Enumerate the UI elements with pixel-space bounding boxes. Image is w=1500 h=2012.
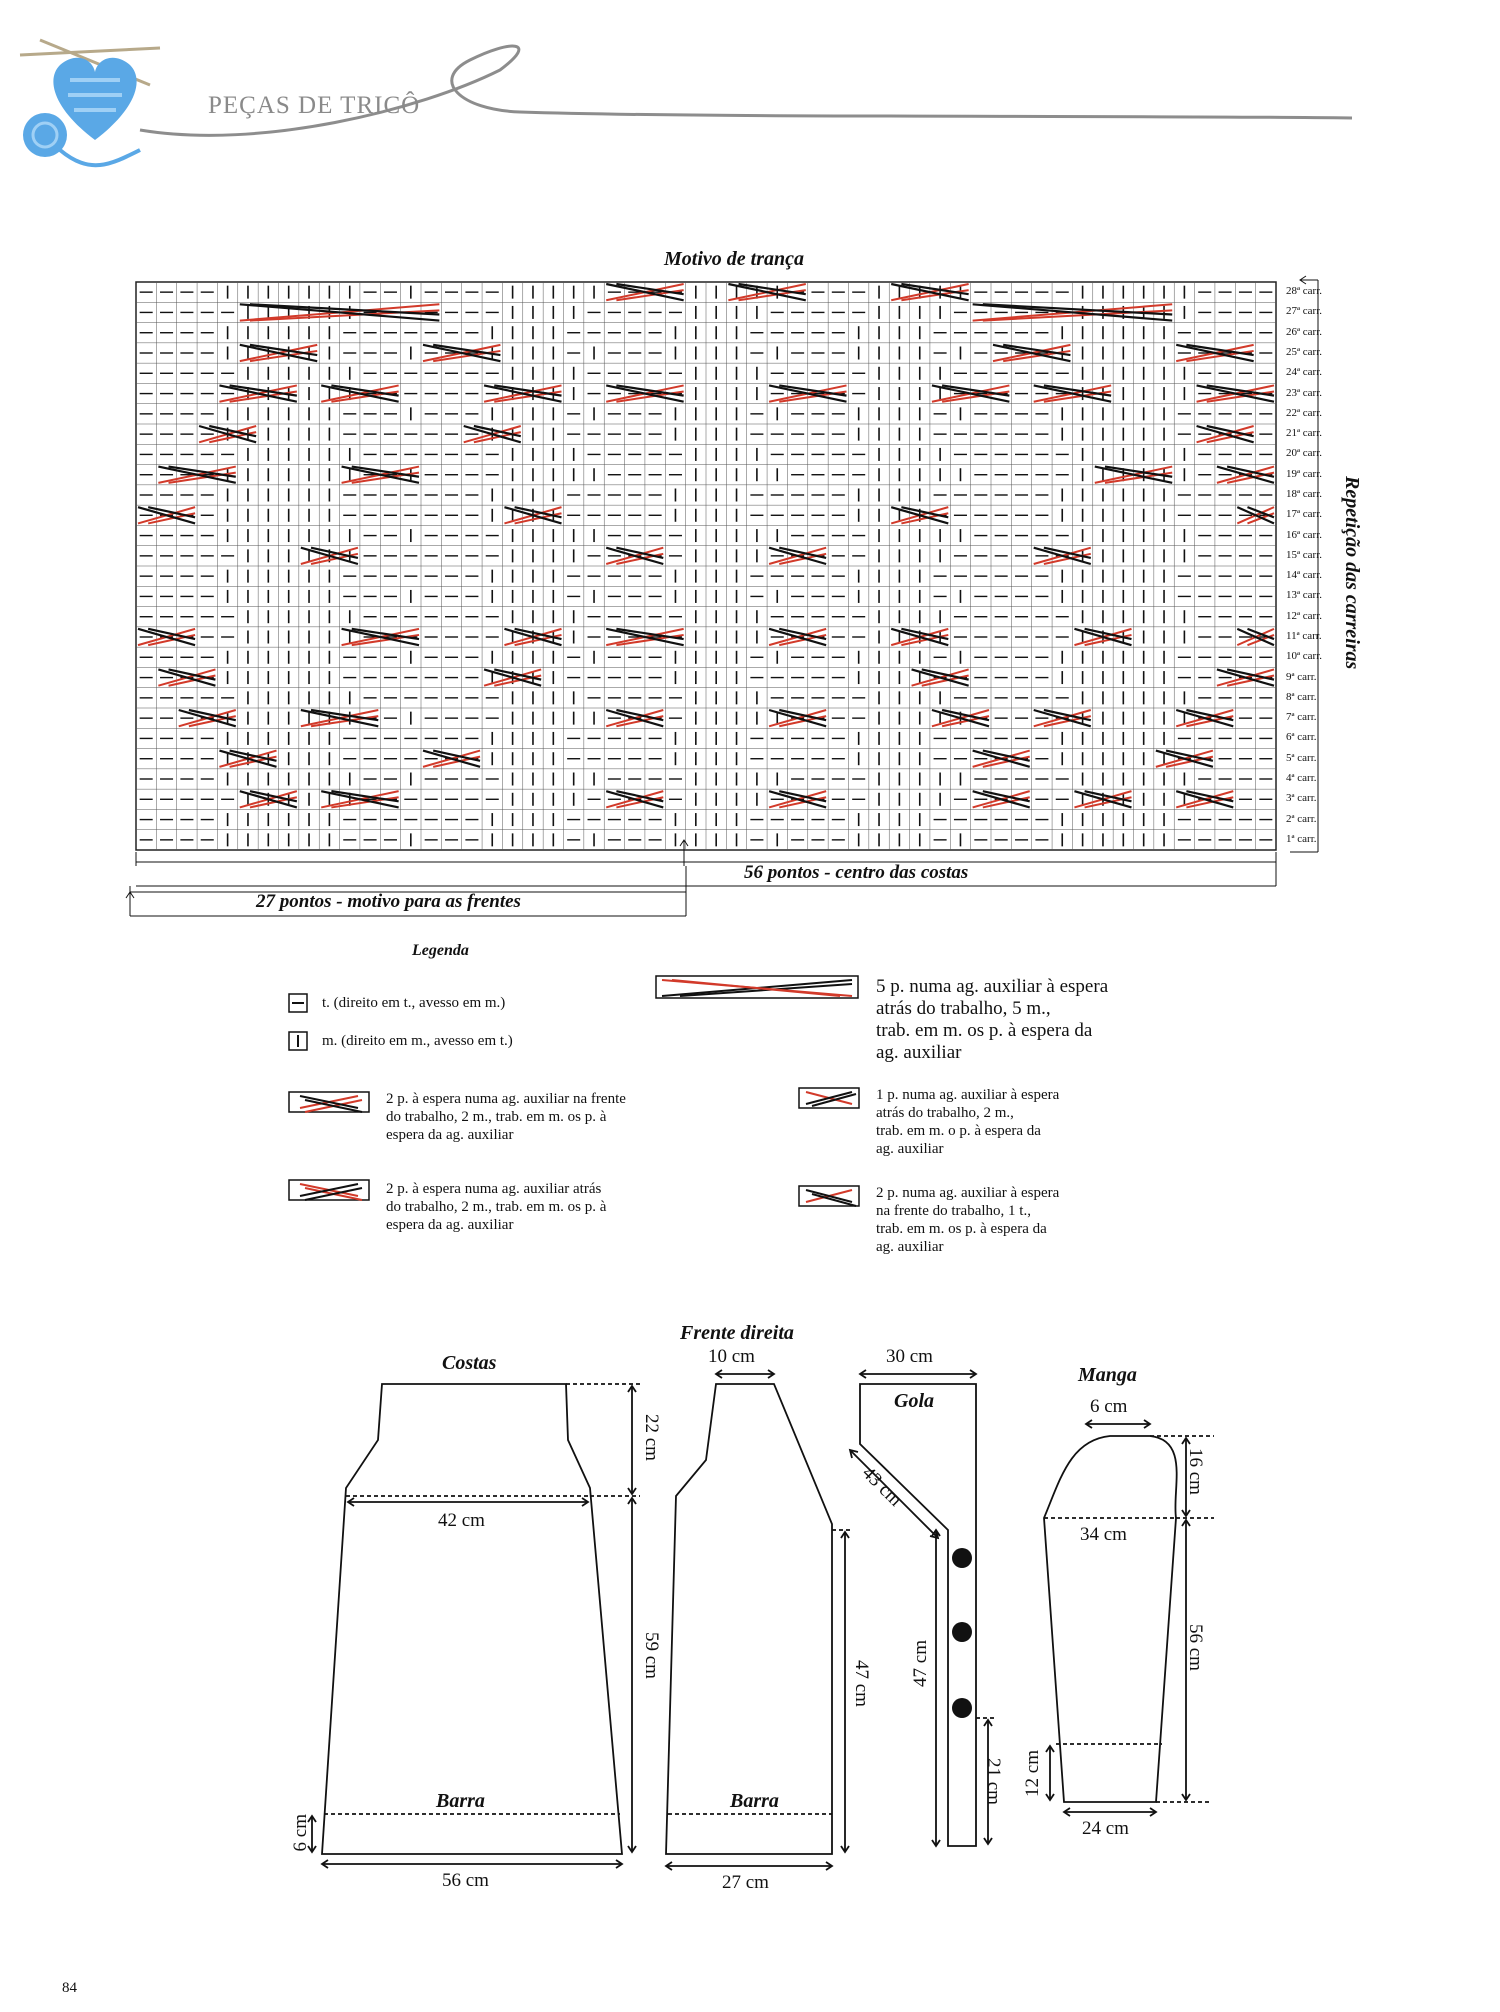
row-label: 8ª carr. xyxy=(1286,690,1317,703)
legend-cable-2-2-front-text: 2 p. à espera numa ag. auxiliar na frente do trabalho, 2 m., trab. em m. os p. à espera da ag. auxiliar xyxy=(386,1091,626,1143)
costas-barra-label: Barra xyxy=(436,1790,485,1812)
row-label: 2ª carr. xyxy=(1286,812,1317,825)
legend-title: Legenda xyxy=(412,942,469,959)
manga-dim-34: 34 cm xyxy=(1080,1524,1127,1545)
row-label: 18ª carr. xyxy=(1286,488,1323,500)
costas-dim-59: 59 cm xyxy=(641,1632,662,1679)
row-label: 24ª carr. xyxy=(1286,366,1323,379)
costas-dim-22: 22 cm xyxy=(641,1414,662,1461)
row-label: 10ª carr. xyxy=(1286,650,1323,663)
gola-title: Gola xyxy=(894,1390,934,1412)
costas-dim-6: 6 cm xyxy=(290,1814,311,1852)
row-label: 19ª carr. xyxy=(1286,467,1323,480)
row-label: 28ª carr. xyxy=(1286,285,1323,298)
row-label: 5ª carr. xyxy=(1286,751,1317,764)
button-icon xyxy=(952,1698,972,1718)
row-label: 26ª carr. xyxy=(1286,325,1323,338)
gola-dim-43: 43 cm xyxy=(857,1462,906,1511)
row-label: 25ª carr. xyxy=(1286,346,1323,358)
frente-dim-47: 47 cm xyxy=(851,1660,872,1707)
button-icon xyxy=(952,1622,972,1642)
gola-dim-21: 21 cm xyxy=(983,1758,1004,1805)
button-icon xyxy=(952,1548,972,1568)
manga-dim-16: 16 cm xyxy=(1185,1448,1206,1495)
repeat-label: Repetição das carreiras xyxy=(1341,476,1363,670)
row-label: 12ª carr. xyxy=(1286,609,1323,622)
row-label: 7ª carr. xyxy=(1286,711,1317,724)
manga-dim-12: 12 cm xyxy=(1022,1750,1043,1797)
legend-knit-text: m. (direito em m., avesso em t.) xyxy=(322,1033,513,1049)
row-label: 11ª carr. xyxy=(1286,630,1322,642)
range-56-label: 56 pontos - centro das costas xyxy=(744,862,969,883)
manga-dim-24: 24 cm xyxy=(1082,1818,1129,1839)
page-number: 84 xyxy=(62,1980,77,1996)
costas-dim-56: 56 cm xyxy=(442,1870,489,1891)
row-label: 3ª carr. xyxy=(1286,792,1317,805)
legend-cable-2-1-text: 2 p. numa ag. auxiliar à espera na frente do trabalho, 1 t., trab. em m. os p. à espera da ag. auxiliar xyxy=(876,1185,1060,1255)
frente-title: Frente direita xyxy=(680,1322,794,1344)
row-label: 14ª carr. xyxy=(1286,569,1323,582)
costas-title: Costas xyxy=(442,1352,497,1374)
frente-barra-label: Barra xyxy=(730,1790,779,1812)
legend-cable-5-5-text: 5 p. numa ag. auxiliar à espera atrás do trabalho, 5 m., trab. em m. os p. à espera da ag. auxiliar xyxy=(876,976,1109,1063)
row-label: 6ª carr. xyxy=(1286,731,1317,744)
frente-dim-27: 27 cm xyxy=(722,1872,769,1893)
manga-dim-6: 6 cm xyxy=(1090,1396,1128,1417)
manga-dim-56: 56 cm xyxy=(1185,1624,1206,1671)
row-label: 13ª carr. xyxy=(1286,589,1323,602)
legend-cable-2-2-back-text: 2 p. à espera numa ag. auxiliar atrás do trabalho, 2 m., trab. em m. os p. à espera da ag. auxiliar xyxy=(386,1181,607,1233)
legend-purl-text: t. (direito em t., avesso em m.) xyxy=(322,995,506,1011)
legend-cable-1-2-text: 1 p. numa ag. auxiliar à espera atrás do trabalho, 2 m., trab. em m. o p. à espera da ag. auxiliar xyxy=(876,1087,1060,1157)
chart-title: Motivo de trança xyxy=(664,248,804,270)
row-label: 21ª carr. xyxy=(1286,427,1323,440)
manga-title: Manga xyxy=(1078,1364,1137,1386)
row-label: 22ª carr. xyxy=(1286,406,1323,419)
frente-dim-10: 10 cm xyxy=(708,1346,755,1367)
row-label: 1ª carr. xyxy=(1286,832,1317,845)
range-27-label: 27 pontos - motivo para as frentes xyxy=(256,891,521,912)
row-label: 4ª carr. xyxy=(1286,772,1317,784)
gola-shape xyxy=(850,1370,996,1846)
section-title: PEÇAS DE TRICÔ xyxy=(208,92,421,119)
row-label: 27ª carr. xyxy=(1286,305,1323,318)
row-label: 17ª carr. xyxy=(1286,508,1323,521)
row-label: 16ª carr. xyxy=(1286,528,1323,541)
row-label: 20ª carr. xyxy=(1286,447,1323,460)
costas-dim-42: 42 cm xyxy=(438,1510,485,1531)
row-label: 9ª carr. xyxy=(1286,670,1317,683)
gola-dim-30: 30 cm xyxy=(886,1346,933,1367)
gola-dim-47: 47 cm xyxy=(910,1640,931,1687)
row-label: 15ª carr. xyxy=(1286,548,1323,561)
row-label: 23ª carr. xyxy=(1286,386,1323,399)
